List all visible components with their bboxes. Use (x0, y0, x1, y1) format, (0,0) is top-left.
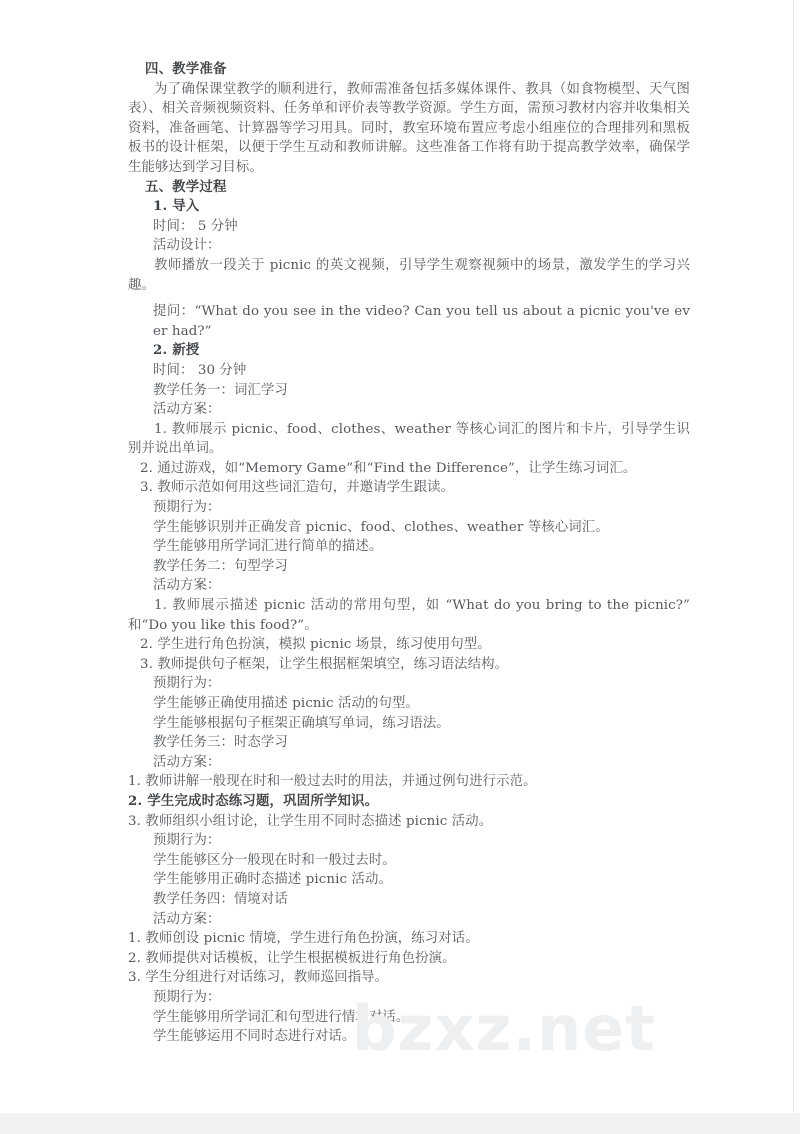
doc-line-t3_e2: 学生能够用正确时态描述 picnic 活动。 (153, 872, 392, 888)
doc-line-t2_2: 2. 学生进行角色扮演，模拟 picnic 场景，练习使用句型。 (140, 637, 491, 653)
doc-line-t2_plan: 活动方案： (153, 578, 221, 594)
doc-line-t4_3: 3. 学生分组进行对话练习，教师巡回指导。 (128, 970, 389, 986)
doc-line-h5: 五、教学过程 (145, 178, 227, 195)
doc-line-t1_plan: 活动方案： (153, 402, 221, 418)
document-text-body (128, 60, 695, 1047)
doc-line-t4_plan: 活动方案： (153, 911, 221, 927)
doc-line-t1_exp: 预期行为： (153, 500, 221, 516)
doc-line-t4_label: 教学任务四：情境对话 (153, 891, 288, 907)
doc-line-s1_act: 活动设计： (153, 238, 221, 254)
site-watermark: bzxz.net (352, 992, 656, 1065)
doc-line-t4_2: 2. 教师提供对话模板，让学生根据模板进行角色扮演。 (128, 950, 456, 966)
doc-line-p4_1: 为了确保课堂教学的顺利进行，教师需准备包括多媒体课件、教具（如食物模型、天气图表）、相关音频视频资料、任务单和评价表等教学资源。学生方面，需预习教材内容并收集相关资料，准备画笔、计算器等学习用具。同时，教室环境布置应考虑小组座位的合理排列和黑板板书的设计框架，以便于学生互动和教师讲解。这些准备工作将有助于提高教学效率，确保学生能够达到学习目标。 (128, 81, 690, 175)
doc-line-t3_1: 1. 教师讲解一般现在时和一般过去时的用法，并通过例句进行示范。 (128, 774, 537, 790)
doc-line-t3_label: 教学任务三：时态学习 (153, 735, 288, 751)
doc-line-t2_e2: 学生能够根据句子框架正确填写单词，练习语法。 (153, 715, 450, 731)
doc-line-s2_title: 2. 新授 (153, 342, 200, 359)
doc-line-t4_exp: 预期行为： (153, 989, 221, 1005)
doc-line-t2_label: 教学任务二：句型学习 (153, 558, 288, 574)
doc-line-t2_exp: 预期行为： (153, 676, 221, 692)
doc-line-t1_e2: 学生能够用所学词汇进行简单的描述。 (153, 539, 383, 555)
doc-line-t4_e2: 学生能够运用不同时态进行对话。 (153, 1029, 356, 1045)
doc-line-t1_e1: 学生能够识别并正确发音 picnic、food、clothes、weather 等核心词汇。 (153, 519, 609, 535)
doc-line-t3_e1: 学生能够区分一般现在时和一般过去时。 (153, 852, 396, 868)
doc-line-t1_2: 2. 通过游戏，如“Memory Game”和“Find the Difference”，让学生练习词汇。 (140, 460, 637, 476)
page-right-gutter (794, 0, 800, 1113)
doc-line-s1_ask: 提问：“What do you see in the video? Can you tell us about a picnic you've ever had?” (153, 304, 690, 339)
doc-line-h4: 四、教学准备 (145, 61, 227, 77)
doc-line-t3_plan: 活动方案： (153, 754, 221, 770)
doc-line-t2_1: 1. 教师展示描述 picnic 活动的常用句型，如 “What do you bring to the picnic?” 和“Do you like this food?”。 (128, 598, 695, 633)
doc-line-t1_label: 教学任务一：词汇学习 (153, 382, 288, 398)
doc-line-s2_time: 时间： 30 分钟 (153, 362, 247, 378)
doc-line-t4_e1: 学生能够用所学词汇和句型进行情境对话。 (153, 1009, 410, 1025)
page-bottom-band (0, 1113, 800, 1134)
doc-line-s1_body: 教师播放一段关于 picnic 的英文视频，引导学生观察视频中的场景，激发学生的学习兴趣。 (128, 257, 690, 293)
doc-line-t3_3: 3. 教师组织小组讨论，让学生用不同时态描述 picnic 活动。 (128, 813, 493, 829)
doc-line-t2_e1: 学生能够正确使用描述 picnic 活动的句型。 (153, 696, 419, 711)
doc-line-s1_time: 时间： 5 分钟 (153, 218, 238, 234)
doc-line-t3_exp: 预期行为： (153, 833, 221, 849)
doc-line-t3_2: 2. 学生完成时态练习题，巩固所学知识。 (128, 792, 379, 809)
doc-line-t4_1: 1. 教师创设 picnic 情境，学生进行角色扮演，练习对话。 (128, 931, 479, 947)
doc-line-t2_3: 3. 教师提供句子框架，让学生根据框架填空，练习语法结构。 (140, 656, 509, 672)
doc-line-t1_3: 3. 教师示范如何用这些词汇造句，并邀请学生跟读。 (140, 480, 455, 496)
paragraph-spacer (128, 295, 690, 302)
doc-line-s1_title: 1. 导入 (153, 198, 200, 215)
doc-line-t1_1: 1. 教师展示 picnic、food、clothes、weather 等核心词汇的图片和卡片，引导学生识别并说出单词。 (128, 421, 690, 457)
